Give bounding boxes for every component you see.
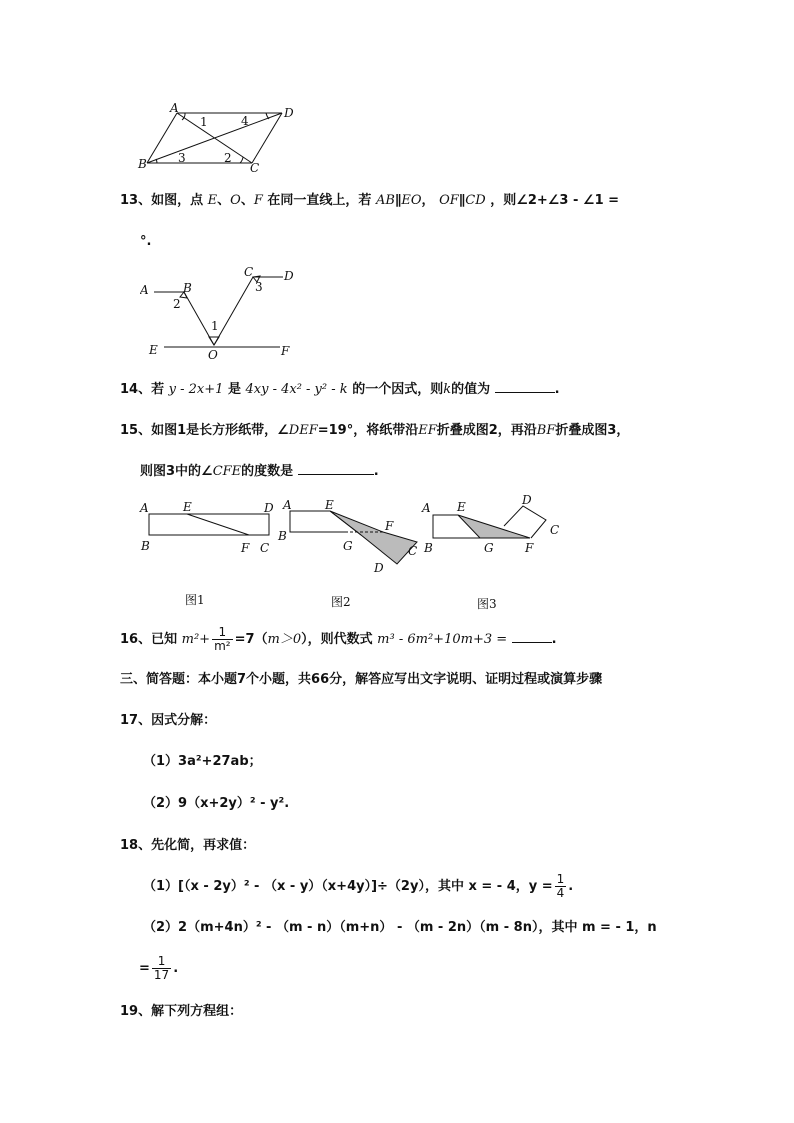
f3-C: C (550, 523, 560, 537)
label-F: F (281, 344, 290, 358)
f2-C: C (408, 544, 418, 558)
f2-B: B (278, 529, 287, 543)
f3-G: G (484, 541, 494, 555)
f3-B: B (424, 541, 433, 555)
f1-E: E (183, 500, 192, 514)
fraction: $\frac{1}{4}$ (556, 872, 565, 900)
label-A: A (140, 283, 149, 297)
angle-4: 4 (241, 114, 249, 128)
fraction: $\frac{1}{\text{m²}}$ (214, 625, 231, 653)
f3-A: A (422, 501, 431, 515)
f2-D: D (374, 561, 384, 575)
angle-3: 3 (255, 280, 263, 294)
f1-F: F (241, 541, 250, 555)
angle-1: 1 (200, 115, 208, 129)
label-O: O (208, 348, 218, 362)
question-18-part2-cont: = $\frac{1}{17}$ . (139, 954, 179, 982)
f1-D: D (264, 501, 274, 515)
question-17: 17、因式分解： (120, 713, 217, 728)
f1-C: C (260, 541, 270, 555)
question-13-end: °. (140, 234, 152, 249)
label-A: A (170, 101, 179, 115)
question-15-line2: 则图3中的∠CFE的度数是 . (140, 464, 379, 479)
angle-1: 1 (211, 319, 219, 333)
answer-blank (512, 630, 552, 643)
label-D: D (284, 269, 294, 283)
angle-2: 2 (224, 151, 232, 165)
figure-parallelogram-q12 (130, 100, 300, 175)
fraction: $\frac{1}{17}$ (153, 954, 170, 982)
section-3-heading: 三、简答题：本小题7个小题，共66分，解答应写出文字说明、证明过程或演算步骤 (120, 672, 603, 687)
label-E: E (149, 343, 158, 357)
question-18-part1: （1）[（x - 2y）² - （x - y）（x+4y）]÷（2y），其中 x = - 4，y = $\frac{1}{4}$ . (143, 872, 574, 900)
question-18-part2: （2）2（m+4n）² - （m - n）（m+n） - （m - 2n）（m - 8n），其中 m = - 1，n (143, 920, 657, 935)
figure-q13 (140, 262, 310, 362)
angle-2: 2 (173, 297, 181, 311)
f3-D: D (522, 493, 532, 507)
label-B: B (138, 157, 147, 171)
label-C: C (244, 265, 254, 279)
label-D: D (284, 106, 294, 120)
label-C: C (250, 161, 260, 175)
f1-B: B (141, 539, 150, 553)
question-16: 16、已知 m²+ $\frac{1}{\text{m²}}$ =7（m＞0），则代数式 m³ - 6m²+10m+3 = . (120, 625, 557, 653)
f1-A: A (140, 501, 149, 515)
question-15: 15、如图1是长方形纸带，∠DEF=19°，将纸带沿EF折叠成图2，再沿BF折叠成图3， (120, 423, 630, 438)
f2-caption: 图2 (331, 595, 351, 609)
f3-caption: 图3 (477, 597, 497, 611)
f1-caption: 图1 (185, 593, 205, 607)
question-17-part1: （1）3a²+27ab； (143, 754, 262, 769)
question-13: 13、如图，点 E、O、F 在同一直线上，若 AB∥EO， OF∥CD ，则∠2+∠3 - ∠1 = (120, 193, 620, 208)
label-B: B (183, 281, 192, 295)
answer-blank (495, 380, 555, 393)
question-18: 18、先化简，再求值： (120, 838, 256, 853)
question-19: 19、解下列方程组： (120, 1004, 243, 1019)
f3-F: F (525, 541, 534, 555)
question-17-part2: （2）9（x+2y）² - y². (143, 796, 290, 811)
f2-G: G (343, 539, 353, 553)
f3-E: E (457, 500, 466, 514)
question-14: 14、若 y - 2x+1 是 4xy - 4x² - y² - k 的一个因式，则k的值为 . (120, 382, 560, 397)
figure-q15 (135, 492, 575, 617)
f2-E: E (325, 498, 334, 512)
angle-3: 3 (178, 151, 186, 165)
f2-F: F (385, 519, 394, 533)
answer-blank (298, 462, 374, 475)
f2-A: A (283, 498, 292, 512)
